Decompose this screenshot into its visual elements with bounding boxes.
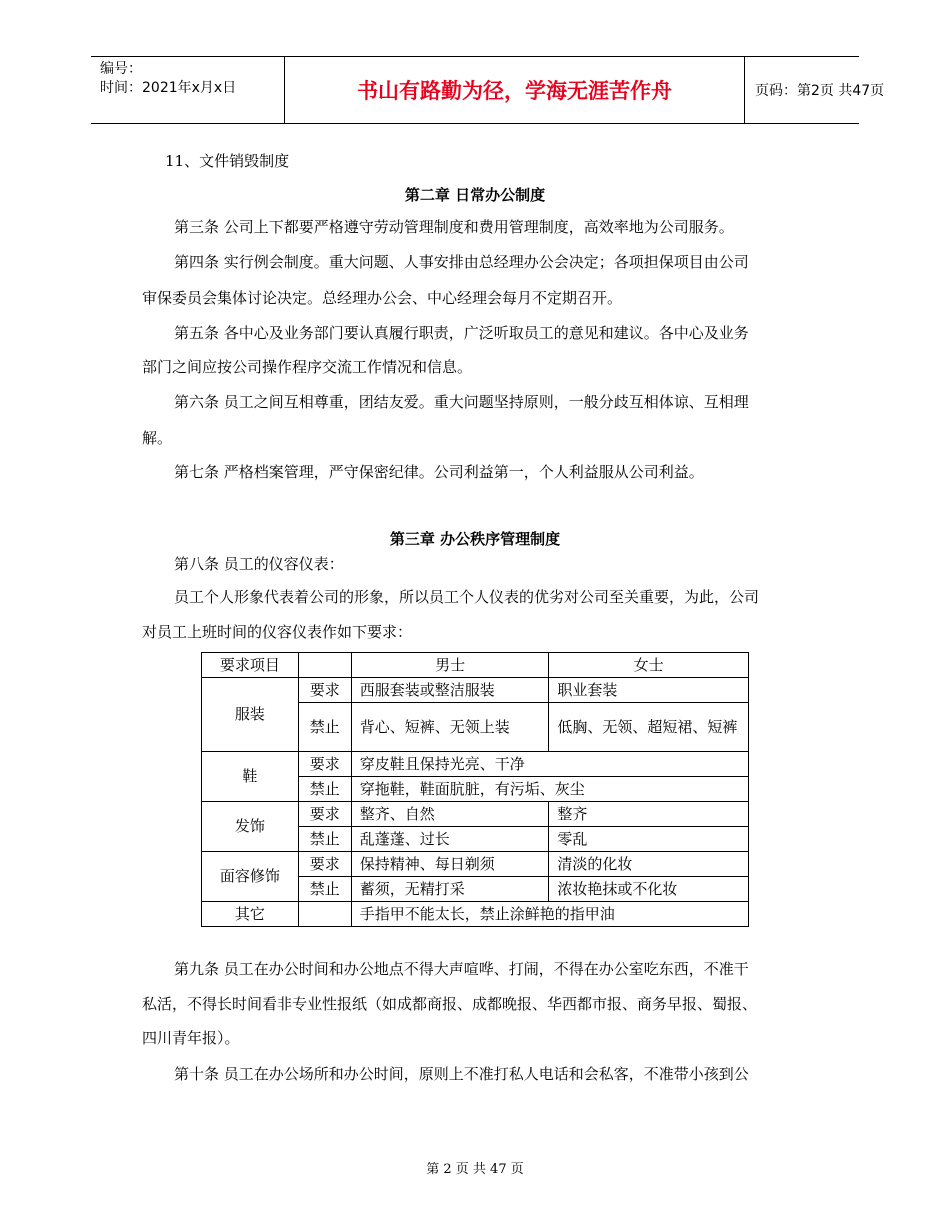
cell: 乱蓬蓬、过长 [351,827,549,852]
article-3: 第三条 公司上下都要严格遵守劳动管理制度和费用管理制度，高效率地为公司服务。 [174,218,734,236]
category-other: 其它 [202,902,299,927]
cell: 清淡的化妆 [549,852,749,877]
page-footer: 第 2 页 共 47 页 [426,1162,524,1177]
table-row [202,802,749,827]
table-row [202,902,749,927]
article-6-line-1: 第六条 员工之间互相尊重，团结友爱。重大问题坚持原则，一般分歧互相体谅、互相理 [174,393,749,411]
article-9-line-2: 私活，不得长时间看非专业性报纸（如成都商报、成都晚报、华西都市报、商务早报、蜀报、 [142,995,758,1013]
article-8: 第八条 员工的仪容仪表： [174,555,344,573]
paragraph-1-line-1: 员工个人形象代表着公司的形象，所以员工个人仪表的优劣对公司至关重要，为此，公司 [174,588,760,606]
header-motto: 书山有路勤为径，学海无涯苦作舟 [284,57,745,123]
cell: 零乱 [549,827,749,852]
cell: 整齐、自然 [351,802,549,827]
category-hair: 发饰 [202,802,299,852]
chapter-3-heading: 第三章 办公秩序管理制度 [389,530,561,548]
req-label: 要求 [298,678,351,703]
chapter-2-heading: 第二章 日常办公制度 [404,186,546,204]
table-header-row [202,653,749,678]
cell: 低胸、无领、超短裙、短裤 [549,703,749,752]
category-clothing: 服装 [202,678,299,752]
article-5-line-1: 第五条 各中心及业务部门要认真履行职责，广泛听取员工的意见和建议。各中心及业务 [174,324,749,342]
page-header [91,56,885,124]
article-5-line-2: 部门之间应按公司操作程序交流工作情况和信息。 [142,358,473,376]
cell: 职业套装 [549,678,749,703]
req-label: 要求 [298,802,351,827]
header-meta [91,57,284,123]
list-item-11: 11、文件销毁制度 [165,152,290,170]
table-row [202,678,749,703]
paragraph-1-line-2: 对员工上班时间的仪容仪表作如下要求： [142,623,413,641]
article-4-line-1: 第四条 实行例会制度。重大问题、人事安排由总经理办公会决定；各项担保项目由公司 [174,253,749,271]
cell: 背心、短裤、无领上装 [351,703,549,752]
cell: 西服套装或整洁服装 [351,678,549,703]
cell: 蓄须，无精打采 [351,877,549,902]
req-label: 要求 [298,752,351,777]
table-row [202,852,749,877]
article-9-line-1: 第九条 员工在办公时间和办公地点不得大声喧哗、打闹，不得在办公室吃东西，不准干 [174,960,749,978]
category-face: 面容修饰 [202,852,299,902]
cell: 穿拖鞋，鞋面肮脏，有污垢、灰尘 [351,777,748,802]
ban-label: 禁止 [298,827,351,852]
article-10-line-1: 第十条 员工在办公场所和办公时间，原则上不准打私人电话和会私客，不准带小孩到公 [174,1065,749,1083]
ban-label: 禁止 [298,703,351,752]
req-label: 要求 [298,852,351,877]
table-row [202,752,749,777]
cell: 浓妆艳抹或不化妆 [549,877,749,902]
header-page-info: 页码：第2页 共47页 [755,83,885,99]
cell: 手指甲不能太长，禁止涂鲜艳的指甲油 [351,902,748,927]
code-label: 编号： [100,61,142,77]
header-male: 男士 [351,653,549,678]
ban-label: 禁止 [298,777,351,802]
article-7: 第七条 严格档案管理，严守保密纪律。公司利益第一，个人利益服从公司利益。 [174,463,704,481]
article-9-line-3: 四川青年报）。 [142,1029,240,1047]
time-label: 时间：2021年x月x日 [100,80,237,96]
dress-code-table [201,652,749,927]
ban-label: 禁止 [298,877,351,902]
header-item: 要求项目 [202,653,299,678]
article-4-line-2: 审保委员会集体讨论决定。总经理办公会、中心经理会每月不定期召开。 [142,289,623,307]
header-female: 女士 [549,653,749,678]
category-shoes: 鞋 [202,752,299,802]
cell: 保持精神、每日剃须 [351,852,549,877]
cell: 整齐 [549,802,749,827]
cell: 穿皮鞋且保持光亮、干净 [351,752,748,777]
article-6-line-2: 解。 [142,429,173,447]
